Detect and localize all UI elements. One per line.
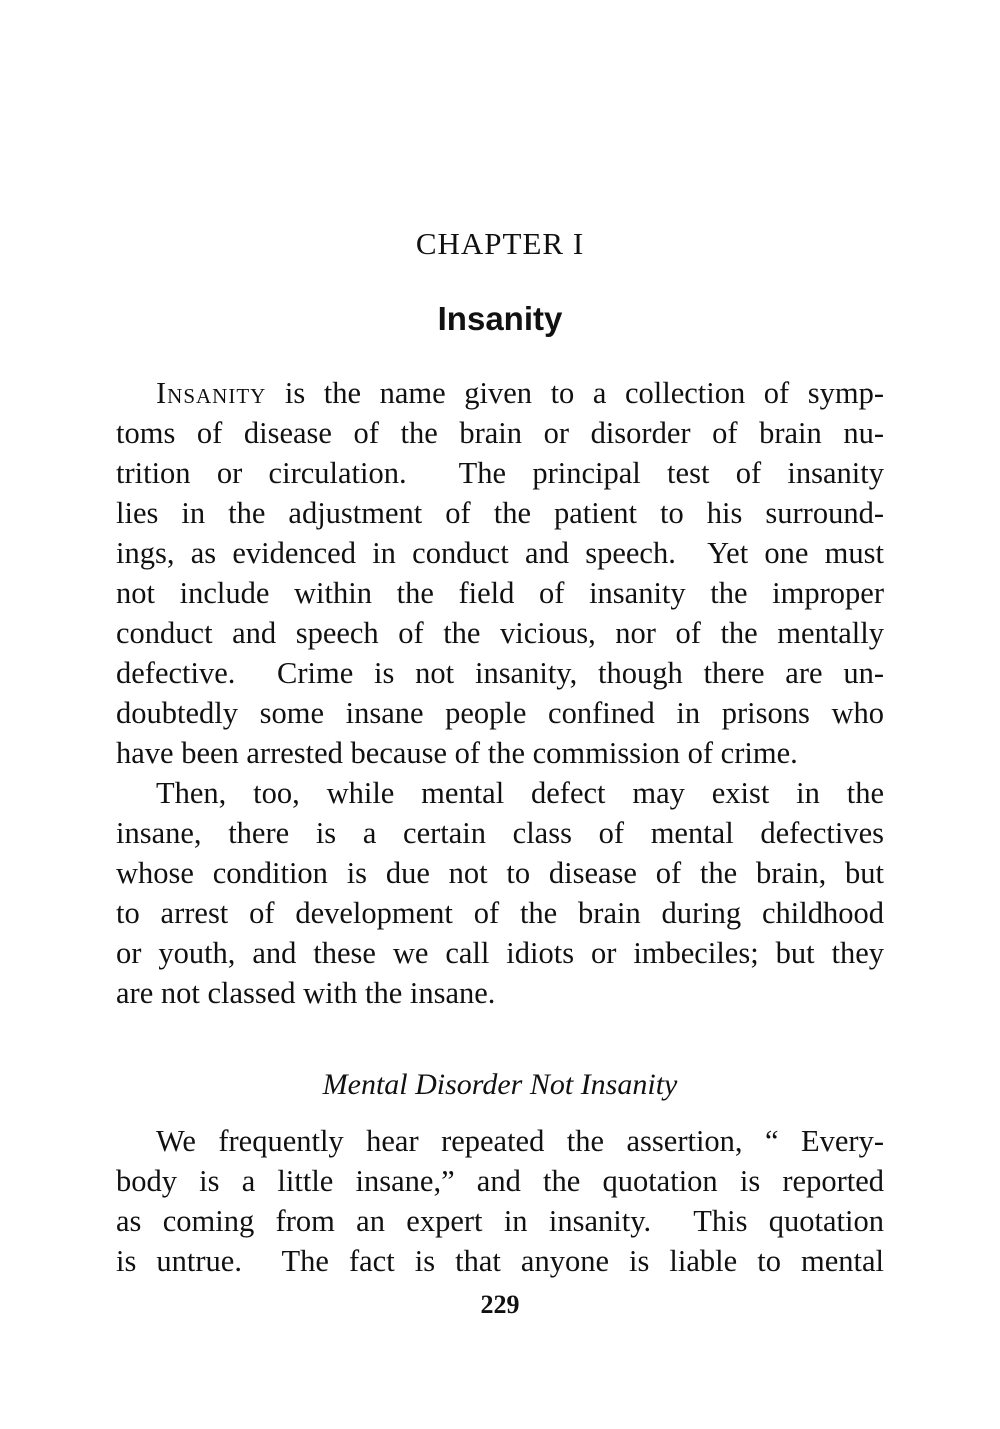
line-text: doubtedly some insane people confined in prisons who	[116, 696, 884, 730]
line-text: toms of disease of the brain or disorder of brain nu-	[116, 416, 884, 450]
page-number: 229	[480, 1290, 520, 1319]
line-text: We frequently hear repeated the assertion, “ Every-	[156, 1124, 884, 1158]
text-line	[116, 615, 884, 651]
line-text: lies in the adjustment of the patient to his surround-	[116, 496, 884, 530]
text-line	[116, 415, 884, 451]
line-text: conduct and speech of the vicious, nor of the mentally	[116, 616, 884, 650]
text-line	[116, 535, 884, 571]
line-text: not include within the field of insanity the improper	[116, 576, 884, 610]
section-subheading: Mental Disorder Not Insanity	[322, 1068, 678, 1101]
line-text: have been arrested because of the commission of crime.	[116, 736, 798, 770]
text-line	[116, 1203, 884, 1239]
chapter-label: CHAPTER I	[415, 226, 585, 261]
text-line	[116, 855, 884, 891]
text-line	[116, 935, 884, 971]
text-line	[116, 975, 884, 1011]
chapter-title: Insanity	[437, 300, 563, 337]
line-text: trition or circulation. The principal test of insanity	[116, 456, 884, 490]
text-line	[116, 575, 884, 611]
line-text: is untrue. The fact is that anyone is liable to mental	[116, 1244, 884, 1278]
lead-word: Insanity	[156, 376, 267, 410]
line-text: Then, too, while mental defect may exist in the	[156, 776, 884, 810]
text-line	[156, 775, 884, 811]
line-text: to arrest of development of the brain during childhood	[116, 896, 884, 930]
text-line	[116, 735, 884, 771]
text-line	[156, 375, 884, 411]
line-text: whose condition is due not to disease of the brain, but	[116, 856, 884, 890]
text-line	[116, 1163, 884, 1199]
text-line	[116, 655, 884, 691]
line-text: or youth, and these we call idiots or imbeciles; but they	[116, 936, 884, 970]
text-line	[116, 495, 884, 531]
text-line	[116, 895, 884, 931]
text-line	[116, 815, 884, 851]
line-text: as coming from an expert in insanity. This quotation	[116, 1204, 884, 1238]
line-text: insane, there is a certain class of mental defectives	[116, 816, 884, 850]
line-text: body is a little insane,” and the quotation is reported	[116, 1164, 884, 1198]
text-line	[116, 1243, 884, 1279]
line-text: is the name given to a collection of symp-	[266, 376, 884, 410]
text-line	[116, 695, 884, 731]
line-text: are not classed with the insane.	[116, 976, 496, 1010]
line-text: ings, as evidenced in conduct and speech. Yet one must	[116, 536, 884, 570]
text-line	[116, 455, 884, 491]
text-line	[156, 1123, 884, 1159]
line-text: defective. Crime is not insanity, though there are un-	[116, 656, 884, 690]
